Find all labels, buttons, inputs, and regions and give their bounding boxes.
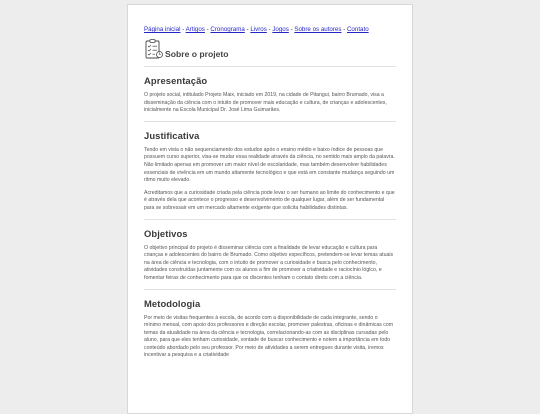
nav-separator: - xyxy=(204,26,211,33)
nav-separator: - xyxy=(180,26,186,33)
section-apresentacao xyxy=(144,75,396,115)
section-heading: Objetivos xyxy=(144,227,188,239)
nav-link-contact[interactable]: Contato xyxy=(346,26,369,33)
divider xyxy=(144,121,396,122)
nav-link-books[interactable]: Livros xyxy=(250,26,267,33)
section-metodologia xyxy=(144,298,396,361)
section-paragraph: O projeto social, intitulado Projeto Maix, iniciado em 2019, na cidade de Pitangui, bairro Brumado, visa a disseminação da ciência com o intuito de promover mais educação e cultura, de crianças e adolescentes, inicialmente na Escola Municipal Dr. José Lima Guimarães. xyxy=(144,92,387,114)
divider xyxy=(144,289,396,290)
nav-separator: - xyxy=(244,26,251,33)
section-heading: Justificativa xyxy=(144,129,200,141)
page-title: Sobre o projeto xyxy=(165,49,229,59)
section-heading: Apresentação xyxy=(144,75,208,86)
nav-link-articles[interactable]: Artigos xyxy=(185,26,205,33)
section-objetivos xyxy=(144,228,396,283)
section-paragraph: Por meio de visitas frequentes à escola, de acordo com a disponibilidade de cada integrante, sendo o mínimo mensal, com apoio dos professores e direção escolar, promover palestras, oficinas e dinâmicas com temas da atualidade na área da ciência e tecnologia, correlacionando-as com as disciplinas cursadas pelo aluno, para que eles tenham curiosidade, vontade de buscar conhecimento e notem a importância em todo conteúdo abordado pelo seu professor. Por meio de atividades a serem entregues durante visita, iremos incentivar a pesquisa e a criatividade xyxy=(144,314,394,359)
nav-separator: - xyxy=(266,26,273,33)
divider xyxy=(144,219,396,220)
section-paragraph: O objetivo principal do projeto é disseminar ciência com a finalidade de levar educação e cultura para crianças e adolescentes do bairro de Brumado. Como objetivo específicos, pretendem-se levar temas atuais na área de ciência e tecnologia, com o intuito de promover a curiosidade e busca pelo conhecimento, atividades construídas juntamente com os alunos a fim de promover a criatividade e raciocínio lógico, e fomentar feiras de conhecimento para que os discentes tenham o contato direto com a ciência. xyxy=(144,244,394,281)
section-justificativa xyxy=(144,130,396,213)
top-navigation xyxy=(144,25,396,34)
checklist-icon xyxy=(144,38,164,60)
section-paragraph: Acreditamos que a curiosidade criada pela ciência pode levar o ser humano ao limite do conhecimento e que é através dela que acontece o progresso e desenvolvimento de qualquer lugar, além de ser fundamental para se sobressair em um mercado altamente exigente que solicita habilidades distintas. xyxy=(144,189,395,211)
section-paragraph: Tendo em vista o não sequenciamento dos estudos após o ensino médio e baixo índice de pessoas que possuem curso superior, visa-se mudar essa realidade através da ciência, no sentido mais amplo da palavra. Não limitado apenas em promover um maior nível de escolaridade, mas também desenvolver habilidades essenciais de vivência em um mundo altamente tecnológico e que está em constante mudança seguindo um ritmo muito elevado. xyxy=(144,146,395,184)
nav-separator: - xyxy=(288,26,295,33)
nav-link-authors[interactable]: Sobre os autores xyxy=(294,26,342,33)
nav-link-schedule[interactable]: Cronograma xyxy=(210,26,245,33)
nav-link-games[interactable]: Jogos xyxy=(272,26,289,33)
content-page xyxy=(127,4,413,414)
nav-separator: - xyxy=(341,26,347,33)
section-heading: Metodologia xyxy=(144,297,201,309)
divider xyxy=(144,66,396,67)
page-header xyxy=(144,38,396,60)
nav-link-home[interactable]: Página inicial xyxy=(144,26,181,33)
